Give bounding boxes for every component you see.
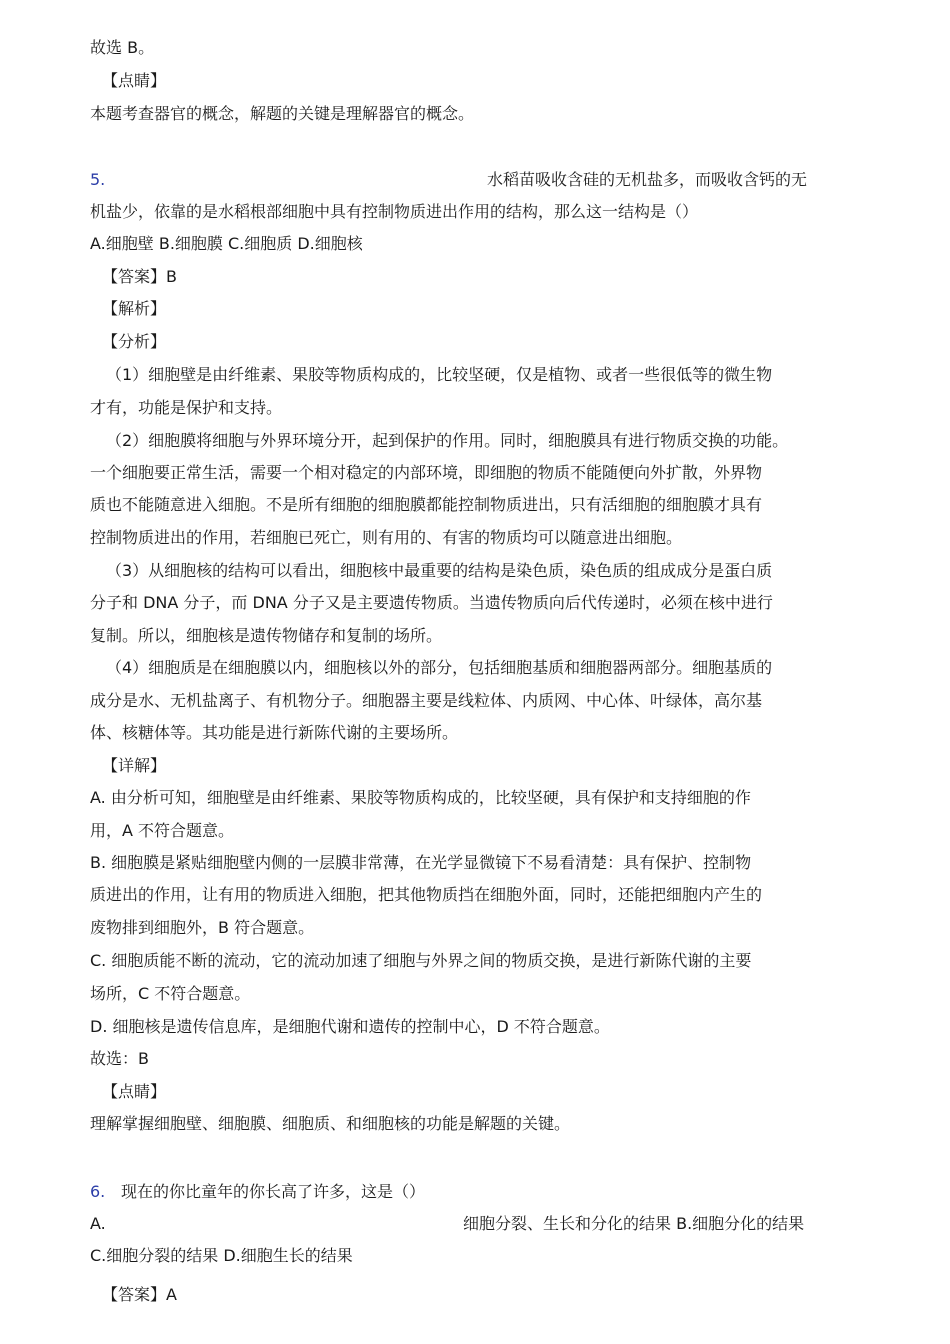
q5-detail-c-line1: C. 细胞质能不断的流动，它的流动加速了细胞与外界之间的物质交换，是进行新陈代谢的主要 <box>90 951 752 970</box>
q6-number: 6. <box>90 1182 106 1201</box>
q5-fenxi-3-line3: 复制。所以，细胞核是遗传物储存和复制的场所。 <box>90 626 443 645</box>
q6-option-a-label: A. <box>90 1214 106 1233</box>
q5-fenxi-2-line4: 控制物质进出的作用，若细胞已死亡，则有用的、有害的物质均可以随意进出细胞。 <box>90 528 683 547</box>
q5-stem-line2: 机盐少，依靠的是水稻根部细胞中具有控制物质进出作用的结构，那么这一结构是（） <box>90 202 699 221</box>
q5-fenxi-2-line2: 一个细胞要正常生活，需要一个相对稳定的内部环境，即细胞的物质不能随便向外扩散，外界物 <box>90 463 763 482</box>
q6-options-line1: 细胞分裂、生长和分化的结果 B.细胞分化的结果 <box>463 1214 805 1233</box>
q5-fenxi-1-line1: （1）细胞壁是由纤维素、果胶等物质构成的，比较坚硬，仅是植物、或者一些很低等的微生物 <box>106 365 773 384</box>
q5-detail-b-line1: B. 细胞膜是紧贴细胞壁内侧的一层膜非常薄，在光学显微镜下不易看清楚：具有保护、控制物 <box>90 853 752 872</box>
q6-answer: 【答案】A <box>102 1285 177 1304</box>
q5-jiexi-heading: 【解析】 <box>102 299 167 318</box>
prev-dianjing-text: 本题考查器官的概念，解题的关键是理解器官的概念。 <box>90 104 475 123</box>
q5-answer: 【答案】B <box>102 267 177 286</box>
q5-number: 5. <box>90 170 106 189</box>
q5-fenxi-1-line2: 才有，功能是保护和支持。 <box>90 398 283 417</box>
q5-detail-a-line1: A. 由分析可知，细胞壁是由纤维素、果胶等物质构成的，比较坚硬，具有保护和支持细胞的作 <box>90 788 751 807</box>
prev-conclusion: 故选 B。 <box>90 38 155 57</box>
q5-detail-b-line3: 废物排到细胞外，B 符合题意。 <box>90 918 315 937</box>
q6-options-line2: C.细胞分裂的结果 D.细胞生长的结果 <box>90 1246 353 1265</box>
q5-dianjing-text: 理解掌握细胞壁、细胞膜、细胞质、和细胞核的功能是解题的关键。 <box>90 1114 571 1133</box>
q5-detail-c-line2: 场所，C 不符合题意。 <box>90 984 251 1003</box>
q5-conclusion: 故选：B <box>90 1049 149 1068</box>
q5-fenxi-2-line1: （2）细胞膜将细胞与外界环境分开，起到保护的作用。同时，细胞膜具有进行物质交换的功能。 <box>106 431 789 450</box>
q5-fenxi-heading: 【分析】 <box>102 332 167 351</box>
q5-fenxi-2-line3: 质也不能随意进入细胞。不是所有细胞的细胞膜都能控制物质进出，只有活细胞的细胞膜才具有 <box>90 495 763 514</box>
q5-dianjing-heading: 【点睛】 <box>102 1082 167 1101</box>
q5-stem-line1: 水稻苗吸收含硅的无机盐多，而吸收含钙的无 <box>487 170 808 189</box>
q5-options: A.细胞壁 B.细胞膜 C.细胞质 D.细胞核 <box>90 234 363 253</box>
q5-detail-a-line2: 用，A 不符合题意。 <box>90 821 235 840</box>
q5-detail-b-line2: 质进出的作用，让有用的物质进入细胞，把其他物质挡在细胞外面，同时，还能把细胞内产生的 <box>90 885 763 904</box>
q5-detail-d-line1: D. 细胞核是遗传信息库，是细胞代谢和遗传的控制中心，D 不符合题意。 <box>90 1017 610 1036</box>
prev-dianjing-heading: 【点睛】 <box>102 71 167 90</box>
q5-fenxi-3-line2: 分子和 DNA 分子，而 DNA 分子又是主要遗传物质。当遗传物质向后代传递时，必须在核中进行 <box>90 593 773 612</box>
q5-fenxi-4-line2: 成分是水、无机盐离子、有机物分子。细胞器主要是线粒体、内质网、中心体、叶绿体，高尔基 <box>90 691 763 710</box>
q5-xiangjie-heading: 【详解】 <box>102 756 167 775</box>
q6-stem: 现在的你比童年的你长高了许多，这是（） <box>121 1182 426 1201</box>
q5-fenxi-4-line3: 体、核糖体等。其功能是进行新陈代谢的主要场所。 <box>90 723 459 742</box>
q5-fenxi-4-line1: （4）细胞质是在细胞膜以内，细胞核以外的部分，包括细胞基质和细胞器两部分。细胞基质的 <box>106 658 773 677</box>
q5-fenxi-3-line1: （3）从细胞核的结构可以看出，细胞核中最重要的结构是染色质，染色质的组成成分是蛋白质 <box>106 561 773 580</box>
